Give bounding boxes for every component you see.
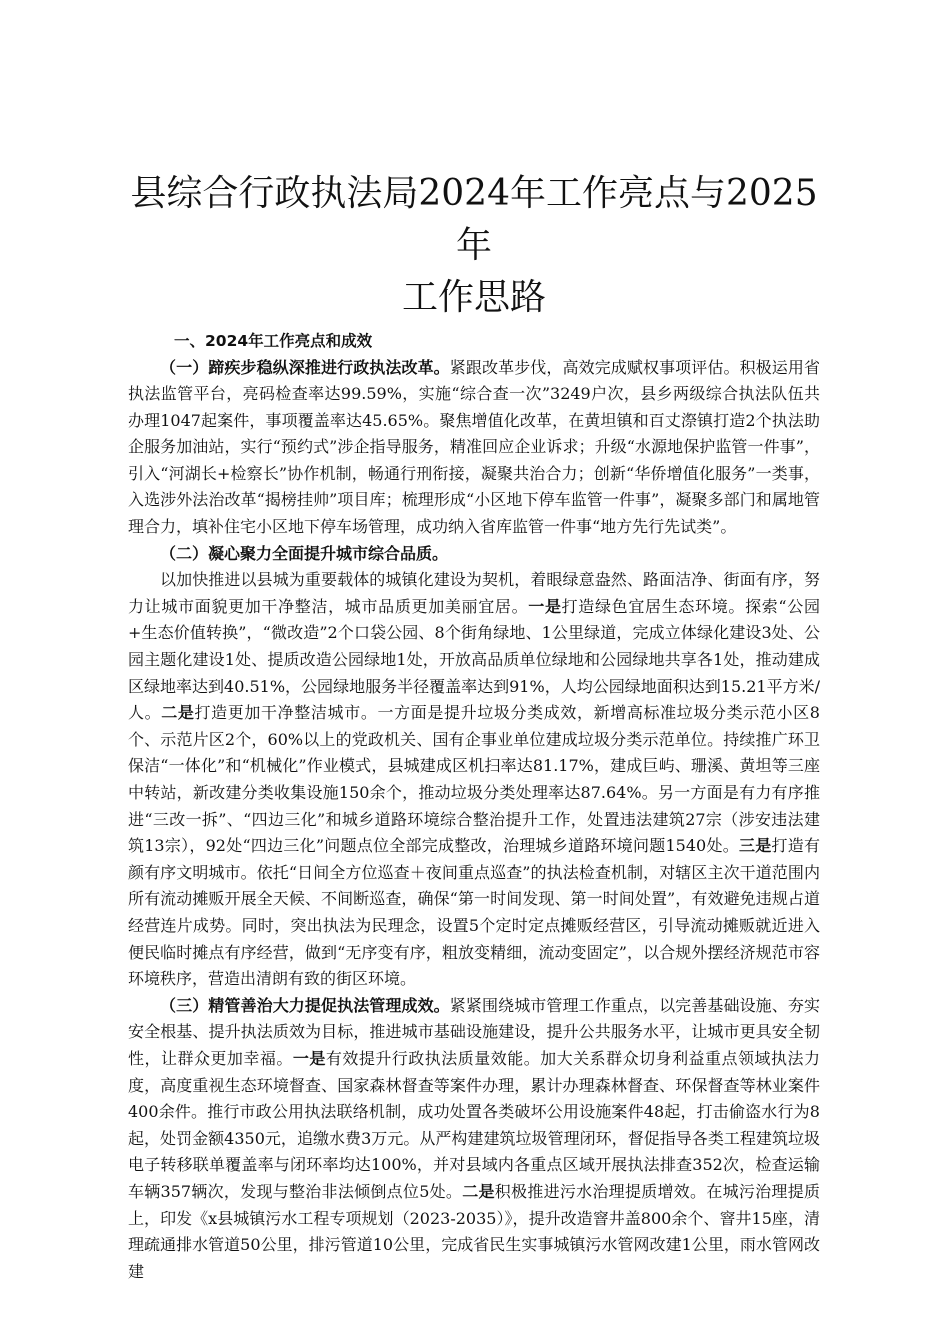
paragraph-reform-lead: （一）蹄疾步稳纵深推进行政执法改革。 (160, 357, 450, 377)
document-page (128, 168, 820, 1285)
city-quality-civil: 打造有颜有序文明城市。依托“日间全方位巡查＋夜间重点巡查”的执法检查机制，对辖区主次干道范围内所有流动摊贩开展全天候、不间断巡查，确保“第一时间发现、第一时间处置”，有效避免违规占道经营连片成势。同时，突出执法为民理念，设置5个定时定点摊贩经营区，引导流动摊贩就近进入便民临时摊点有序经营，做到“无序变有序，粗放变精细，流动变固定”，以合规外摆经济规范市容环境秩序，营造出清朗有致的街区环境。 (128, 836, 820, 989)
enforcement-quality: 有效提升行政执法质量效能。加大关系群众切身利益重点领域执法力度，高度重视生态环境督查、国家森林督查等案件办理，累计办理森林督查、环保督查等林业案件400余件。推行市政公用执法联络机制，成功处置各类破坏公用设施案件48起，打击偷盗水行为8起，处罚金额4350元，追缴水费3万元。从严构建建筑垃圾管理闭环，督促指导各类工程建筑垃圾电子转移联单覆盖率与闭环率均达100%，并对县域内各重点区域开展执法排查352次，检查运输车辆357辆次，发现与整治非法倾倒点位5处。 (128, 1048, 820, 1201)
enforcement-intro: 紧紧围绕城市管理工作重点，以完善基础设施、夯实安全根基、提升执法质效为目标，推进城市基础设施建设，提升公共服务水平，让城市更具安全韧性，让群众更加幸福。 (128, 995, 820, 1068)
city-quality-marker-2: 二是 (161, 703, 195, 723)
city-quality-green: 打造绿色宜居生态环境。探索“公园+生态价值转换”，“微改造”2个口袋公园、8个街角绿地、1公里绿道，完成立体绿化建设3处、公园主题化建设1处、提质改造公园绿地1处，开放高品质单位绿地和公园绿地共享各1处，推动建成区绿地率达到40.51%，公园绿地服务半径覆盖率达到91%，人均公园绿地面积达到15.21平方米/人。 (128, 596, 820, 723)
paragraph-enforcement (128, 993, 820, 1286)
city-quality-marker-3: 三是 (738, 836, 772, 856)
paragraph-reform-text: 紧跟改革步伐，高效完成赋权事项评估。积极运用省执法监管平台，亮码检查率达99.59%，实施“综合查一次”3249户次，县乡两级综合执法队伍共办理1047起案件，事项覆盖率达45.65%。聚焦增值化改革，在黄坦镇和百丈漈镇打造2个执法助企服务加油站，实行“预约式”涉企指导服务，精准回应企业诉求；升级“水源地保护监管一件事”，引入“河湖长+检察长”协作机制，畅通行刑衔接，凝聚共治合力；创新“华侨增值化服务”一类事，入选涉外法治改革“揭榜挂帅”项目库；梳理形成“小区地下停车监管一件事”，凝聚多部门和属地管理合力，填补住宅小区地下停车场管理，成功纳入省库监管一件事“地方先行先试类”。 (128, 357, 820, 537)
document-title (128, 168, 820, 324)
paragraph-enforcement-lead: （三）精管善治大力提促执法管理成效。 (160, 995, 450, 1015)
sub-heading-city-quality: （二）凝心聚力全面提升城市综合品质。 (160, 543, 449, 563)
paragraph-city-quality (128, 567, 820, 993)
city-quality-intro: 以加快推进以县城为重要载体的城镇化建设为契机，着眼绿意盎然、路面洁净、街面有序，努力让城市面貌更加干净整洁，城市品质更加美丽宜居。 (128, 570, 820, 616)
enforcement-marker-1: 一是 (292, 1048, 326, 1068)
city-quality-marker-1: 一是 (528, 596, 562, 616)
enforcement-marker-2: 二是 (462, 1181, 495, 1201)
document-title-line-1: 县综合行政执法局2024年工作亮点与2025年 (130, 173, 818, 266)
city-quality-clean: 打造更加干净整洁城市。一方面是提升垃圾分类成效，新增高标准垃圾分类示范小区8个、示范片区2个，60%以上的党政机关、国有企事业单位建成垃圾分类示范单位。持续推广环卫保洁“一体化”和“机械化”作业模式，县城建成区机扫率达81.17%，建成巨屿、珊溪、黄坦等三座中转站，新改建分类收集设施150余个，推动垃圾分类处理率达87.64%。另一方面是有力有序推进“三改一拆”、“四边三化”和城乡道路环境综合整治提升工作，处置违法建筑27宗（涉安违法建筑13宗），92处“四边三化”问题点位全部完成整改，治理城乡道路环境问题1540处。 (128, 703, 820, 856)
enforcement-sewage: 积极推进污水治理提质增效。在城污治理提质上，印发《x县城镇污水工程专项规划（2023-2035）》，提升改造窨井盖800余个、窨井15座，清理疏通排水管道50公里，排污管道10公里，完成省民生实事城镇污水管网改建1公里，雨水管网改建 (128, 1181, 820, 1281)
document-title-line-2: 工作思路 (401, 277, 546, 318)
paragraph-reform (128, 355, 820, 541)
section-heading-1: 一、2024年工作亮点和成效 (174, 332, 373, 350)
